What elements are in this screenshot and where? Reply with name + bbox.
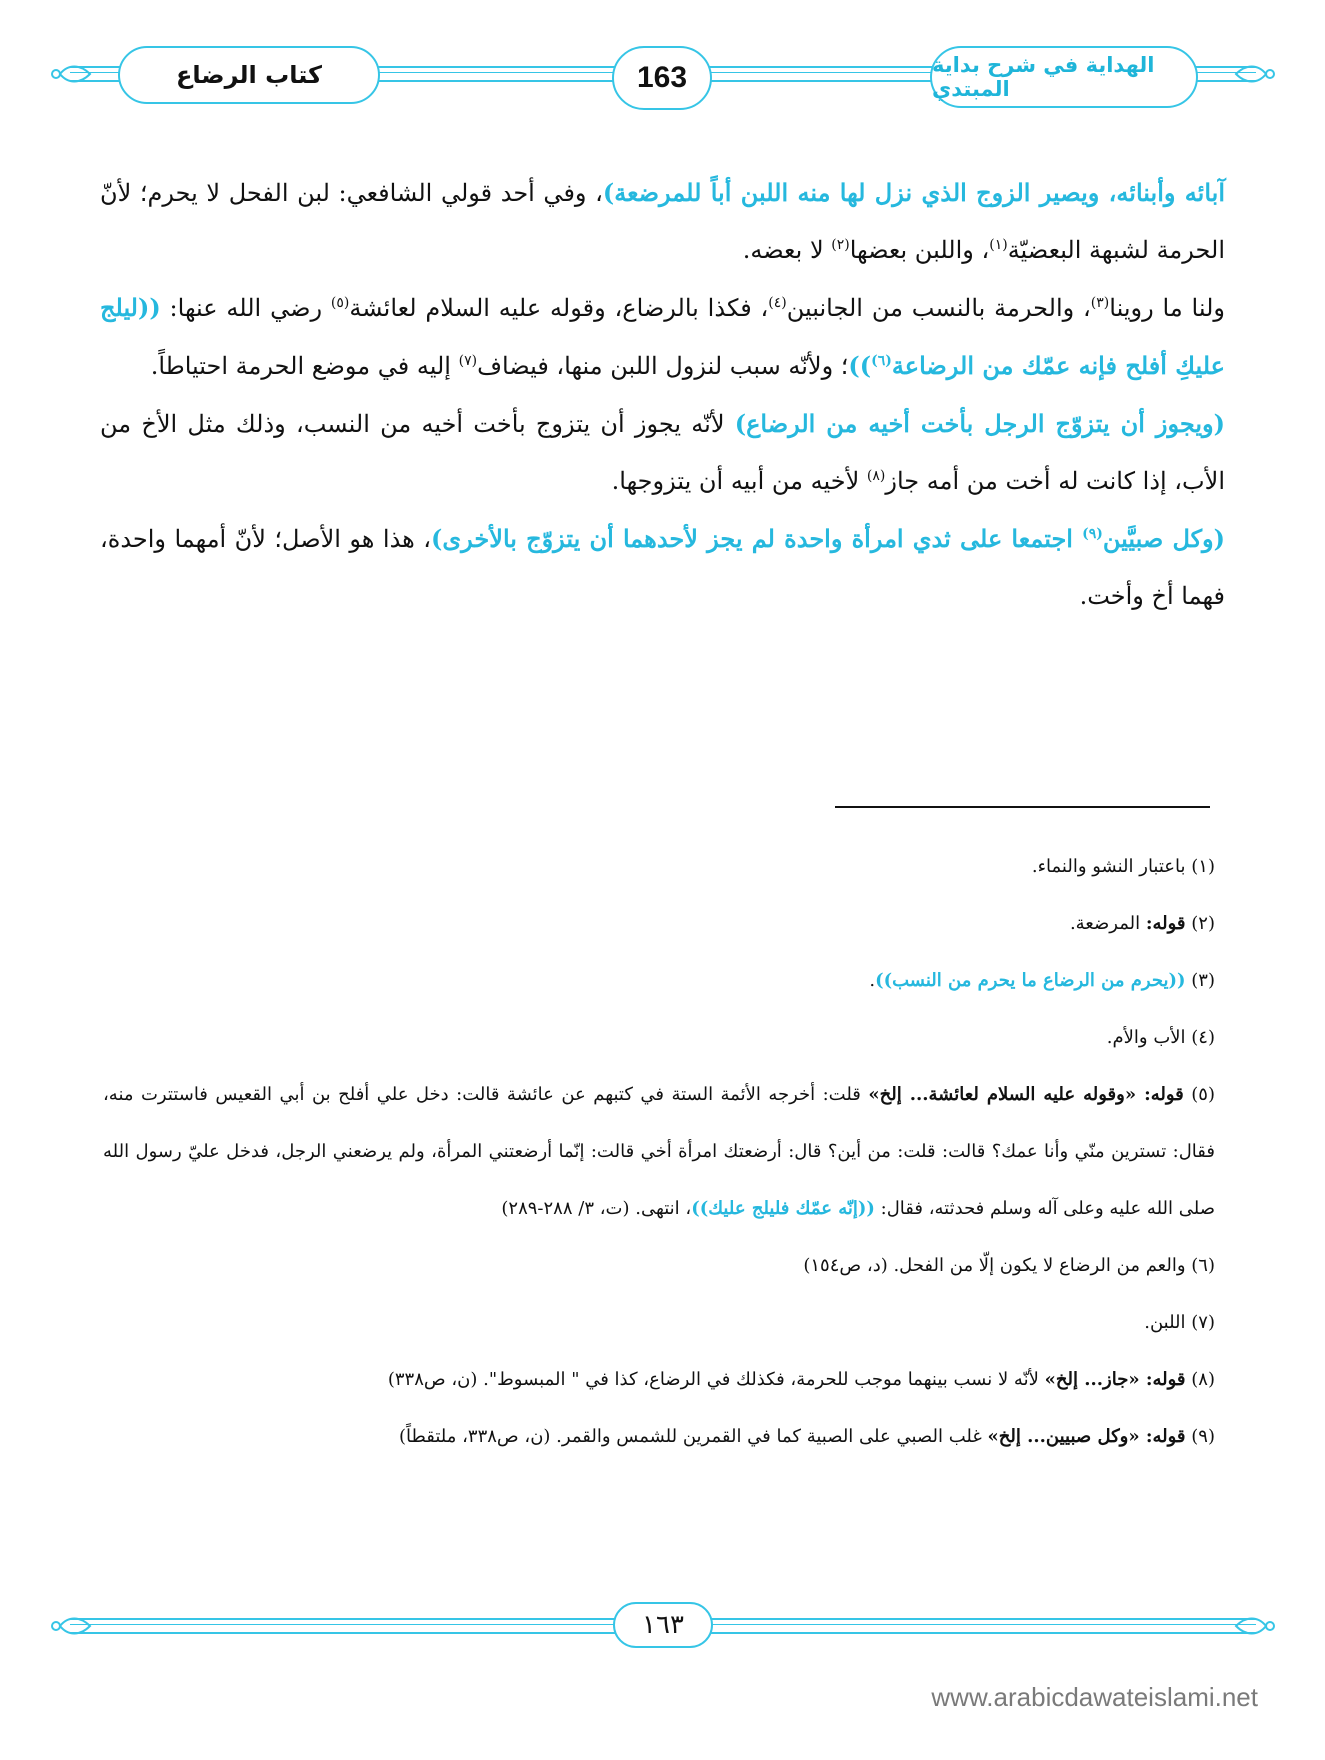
footnote-separator <box>835 806 1210 808</box>
footnote-text: قلت: أخرجه الأئمة الستة في كتبهم عن عائشة قالت: دخل علي أفلح بن أبي القعيس فاستترت منه، فقال: تسترين منّي وأنا عمك؟ قالت: قلت: من أين؟ قال: أرضعتك امرأة أخي قالت: إنّما أرضعتني المرأة، ولم يرضعني الرجل، فدخل عليّ رسول الله صلى الله عليه وعلى آله وسلم فحدثته، فقال: <box>103 1084 1215 1219</box>
footnote-number: (٥) <box>1191 1084 1215 1105</box>
footnote-text: الأب والأم. <box>1106 1027 1186 1048</box>
footnote-quote: ((إنّه عمّك فليلج عليك)) <box>691 1198 875 1219</box>
footnote-7 <box>103 1294 1215 1351</box>
footnote-label: قوله: <box>1145 913 1186 934</box>
paragraph-4 <box>100 510 1225 625</box>
footnote-text: باعتبار النشو والنماء. <box>1031 856 1186 877</box>
footnote-4 <box>103 1009 1215 1066</box>
footnote-label: قوله: «وقوله عليه السلام لعائشة... إلخ» <box>868 1084 1184 1105</box>
commentary-text: لأخيه من أبيه أن يتزوجها. <box>611 467 867 495</box>
footnote-ref[interactable]: (٣) <box>1090 295 1110 311</box>
footer-page-number <box>613 1602 713 1648</box>
matn-quote: (ويجوز أن يتزوّج الرجل بأخت أخيه من الرضاع) <box>734 409 1225 438</box>
footnote-number: (١) <box>1191 856 1215 877</box>
footnotes <box>103 838 1215 1465</box>
hadith-quote-close: )) <box>848 351 872 380</box>
footnote-number: (٨) <box>1191 1369 1215 1390</box>
footnote-text: المرضعة. <box>1069 913 1141 934</box>
footnote-number: (٦) <box>1191 1255 1215 1276</box>
footnote-label: قوله: «جاز... إلخ» <box>1044 1369 1186 1390</box>
footnote-ref[interactable]: (١) <box>989 237 1008 253</box>
footnote-ref[interactable]: (٧) <box>458 353 478 369</box>
footnote-text: والعم من الرضاع لا يكون إلّا من الفحل. (د، ص١٥٤) <box>803 1255 1186 1276</box>
main-text <box>100 164 1225 625</box>
commentary-text: لا بعضه. <box>742 236 832 264</box>
footnote-1 <box>103 838 1215 895</box>
matn-quote: اجتمعا على ثدي امرأة واحدة لم يجز لأحدهما أن يتزوّج بالأخرى) <box>431 524 1083 553</box>
commentary-text: لأنّه يجوز أن يتزوج بأخت أخيه من النسب، وذلك مثل الأخ من الأب، إذا كانت له أخت من أمه جاز <box>100 410 1225 495</box>
footnote-ref[interactable]: (٢) <box>831 237 850 253</box>
footnote-text: اللبن. <box>1144 1312 1186 1333</box>
commentary-text: ولنا ما روينا <box>1109 294 1226 322</box>
footnote-3 <box>103 952 1215 1009</box>
page-number-text: 163 <box>636 61 688 94</box>
footnote-ref[interactable]: (٩) <box>1082 526 1103 542</box>
footnote-number: (٤) <box>1191 1027 1215 1048</box>
footnote-text: لأنّه لا نسب بينهما موجب للحرمة، فكذلك في الرضاع، كذا في " المبسوط". (ن، ص٣٣٨) <box>387 1369 1045 1390</box>
footnote-label: قوله: «وكل صبيين... إلخ» <box>987 1426 1186 1447</box>
matn-quote: (وكل صبيَّين <box>1102 524 1225 553</box>
footnote-number: (٩) <box>1191 1426 1215 1447</box>
footnote-tail: ، انتهى. (ت، ٣/ ٢٨٨-٢٨٩) <box>501 1198 692 1219</box>
footnote-number: (٢) <box>1191 913 1215 934</box>
footnote-ref[interactable]: (٥) <box>330 295 350 311</box>
matn-quote: آبائه وأبنائه، ويصير الزوج الذي نزل لها منه اللبن أباً للمرضعة) <box>602 178 1226 207</box>
footnote-6 <box>103 1237 1215 1294</box>
header-book-title <box>930 46 1198 108</box>
hadith-quote: ((ليلج عليكِ أفلح فإنه عمّك من الرضاعة <box>100 293 1225 380</box>
footnote-quote: ((يحرم من الرضاع ما يحرم من النسب)) <box>875 970 1186 991</box>
footnote-text: . <box>869 970 876 991</box>
footnote-text: غلب الصبي على الصبية كما في القمرين للشمس والقمر. (ن، ص٣٣٨، ملتقطاً) <box>398 1426 988 1447</box>
commentary-text: ؛ ولأنّه سبب لنزول اللبن منها، فيضاف <box>477 352 849 380</box>
commentary-text: ، والحرمة بالنسب من الجانبين <box>786 294 1091 322</box>
header-page-number <box>612 46 712 110</box>
footnote-ref[interactable]: (٨) <box>866 468 886 484</box>
footnote-9 <box>103 1408 1215 1465</box>
website-url[interactable]: www.arabicdawateislami.net <box>931 1682 1258 1712</box>
footer-ornament-left-icon <box>50 1614 92 1638</box>
footnote-ref[interactable]: (٤) <box>768 295 787 311</box>
footnote-2 <box>103 895 1215 952</box>
book-title-text: الهداية في شرح بداية المبتدي <box>932 53 1155 101</box>
commentary-text: ، هذا هو الأصل؛ لأنّ أمهما واحدة، فهما أخ وأخت. <box>100 525 1225 610</box>
footer-page-number-text: ١٦٣ <box>642 1610 684 1640</box>
commentary-text: ، فكذا بالرضاع، وقوله عليه السلام لعائشة <box>349 294 769 322</box>
commentary-text: رضي الله عنها: <box>160 294 331 322</box>
footnote-5 <box>103 1066 1215 1237</box>
commentary-text: ، واللبن بعضها <box>849 236 990 264</box>
paragraph-1 <box>100 164 1225 279</box>
commentary-text: ، وفي أحد قولي الشافعي: لبن الفحل لا يحرم؛ لأنّ الحرمة لشبهة البعضيّة <box>100 179 1225 264</box>
footnote-number: (٧) <box>1191 1312 1215 1333</box>
footnote-number: (٣) <box>1191 970 1215 991</box>
footer-ornament-right-icon <box>1234 1614 1276 1638</box>
paragraph-3 <box>100 395 1225 510</box>
paragraph-2 <box>100 279 1225 395</box>
ornament-left-icon <box>50 62 92 86</box>
footnote-8 <box>103 1351 1215 1408</box>
header-chapter-title <box>118 46 380 104</box>
footnote-ref[interactable]: (٦) <box>871 353 892 369</box>
ornament-right-icon <box>1234 62 1276 86</box>
chapter-title-text: كتاب الرضاع <box>175 61 322 89</box>
commentary-text: إليه في موضع الحرمة احتياطاً. <box>150 352 459 380</box>
